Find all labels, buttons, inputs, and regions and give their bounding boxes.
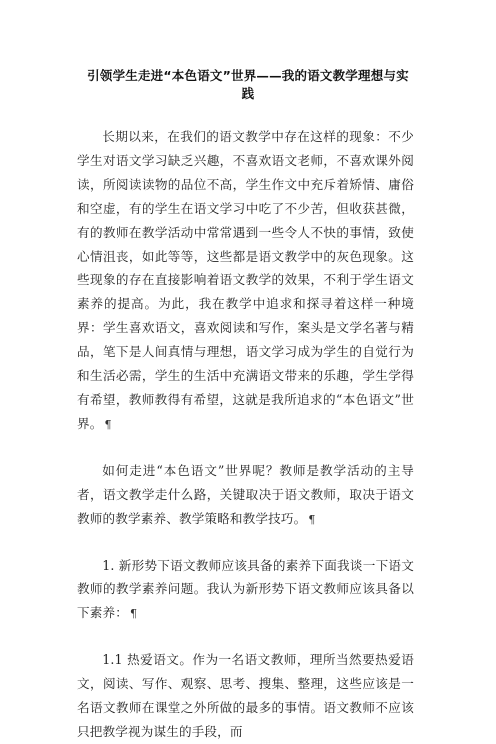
- paragraph-mark-icon: ¶: [129, 607, 138, 621]
- document-title: 引领学生走进“本色语文”世界——我的语文教学理想与实践: [87, 68, 409, 101]
- paragraph-mark-icon: ¶: [104, 417, 112, 431]
- paragraph-3: [77, 554, 414, 627]
- paragraph-1-text: 长期以来，在我们的语文教学中存在这样的现象：不少学生对语文学习缺乏兴趣，不喜欢语文老师，不喜欢课外阅读，所阅读读物的品位不高，学生作文中充斥着矫情、庸俗和空虚，有的学生在语文学习中吃了不少苦，但收获甚微，有的教师在教学活动中常常遇到一些令人不快的事情，致使心情沮丧，如此等等，这些都是语文教学中的灰色现象。这些现象的存在直接影响着语文教学的效果，不利于学生语文素养的提高。为此，我在教学中追求和探寻着这样一种境界：学生喜欢语文，喜欢阅读和写作，案头是文学名著与精品，笔下是人间真情与理想，语文学习成为学生的自觉行为和生活必需，学生的生活中充满语文带来的乐趣，学生学得有希望，教师教得有希望，这就是我所追求的“本色语文”世界。: [77, 129, 414, 431]
- paragraph-1: [77, 125, 414, 437]
- paragraph-mark-icon: ¶: [308, 512, 316, 526]
- paragraph-4: [77, 648, 414, 744]
- paragraph-2-text: 如何走进“本色语文”世界呢？教师是教学活动的主导者，语文教学走什么路，关键取决于语文教师，取决于语文教师的教学素养、教学策略和教学技巧。: [77, 462, 414, 526]
- paragraph-3-text: 1. 新形势下语文教师应该具备的素养下面我谈一下语文教师的教学素养问题。我认为新形势下语文教师应该具备以下素养：: [77, 557, 414, 621]
- paragraph-2: [77, 459, 414, 532]
- paragraph-4-text: 1.1 热爱语文。作为一名语文教师，理所当然要热爱语文，阅读、写作、观察、思考、搜集、整理，这些应该是一名语文教师在课堂之外所做的最多的事情。语文教师不应该只把教学视为谋生的手段，而: [77, 652, 414, 739]
